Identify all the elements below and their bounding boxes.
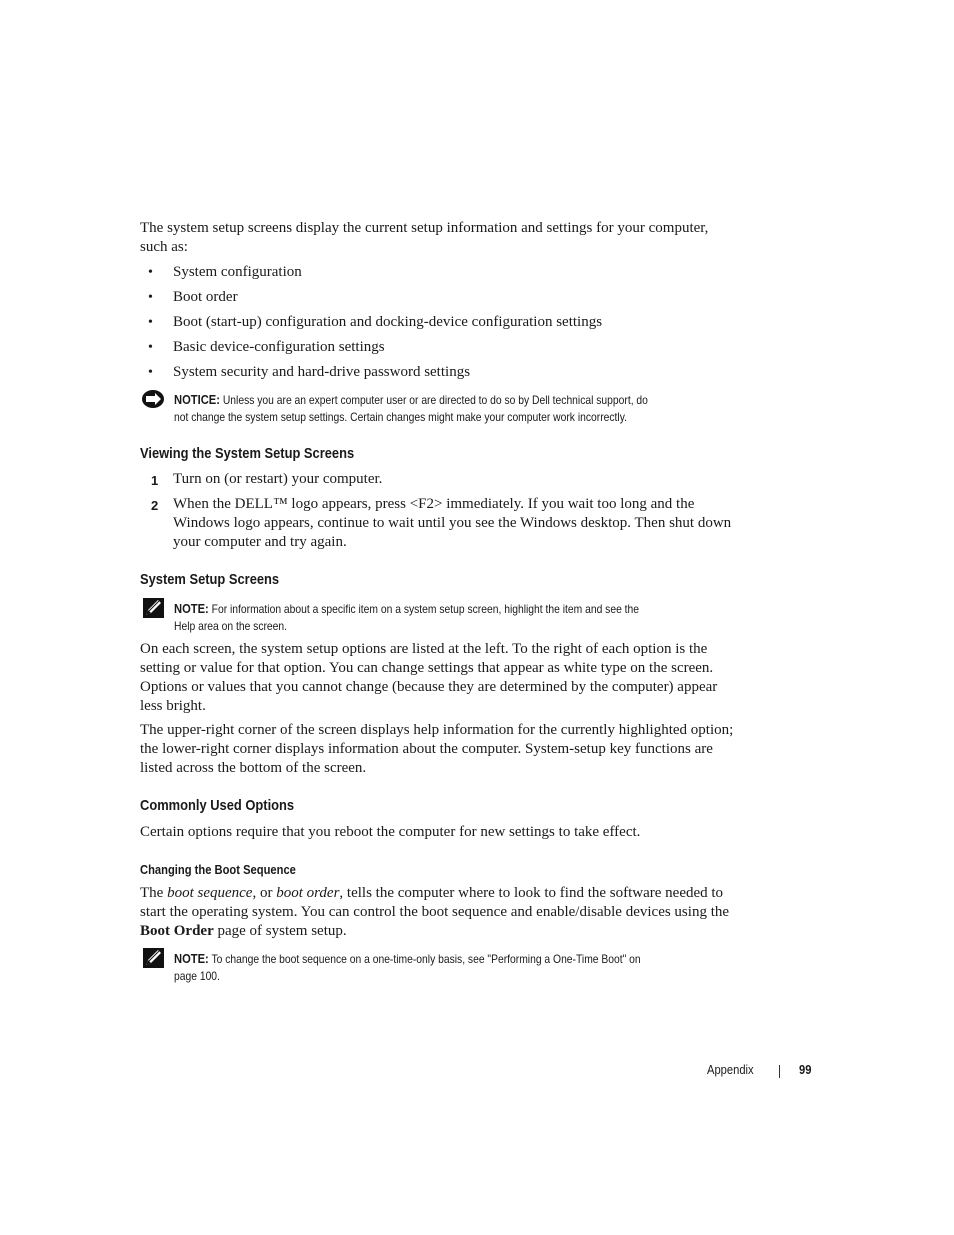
- step-text-line: When the DELL™ logo appears, press <F2> immediately. If you wait too long and the: [173, 496, 695, 512]
- list-item-text: System security and hard-drive password settings: [173, 364, 471, 380]
- section-heading-screens: System Setup Screens: [140, 571, 280, 588]
- paragraph-line: less bright.: [140, 698, 206, 714]
- note-label: NOTE:: [174, 951, 209, 966]
- list-item: [140, 470, 780, 495]
- list-item: [140, 338, 780, 363]
- step-text-line: Windows logo appears, continue to wait until you see the Windows desktop. Then shut down: [173, 515, 732, 531]
- screens-paragraph-1: [140, 640, 717, 716]
- paragraph-line: listed across the bottom of the screen.: [140, 760, 367, 776]
- note-text-line-2: page 100.: [174, 969, 220, 983]
- list-item-text: Basic device-configuration settings: [173, 339, 385, 355]
- note-pencil-icon: [143, 948, 164, 968]
- notice-text-line-2: not change the system setup settings. Certain changes might make your computer work incorrectly.: [174, 410, 627, 424]
- note-text-line-1: To change the boot sequence on a one-time-only basis, see "Performing a One-Time Boot" on: [211, 952, 641, 966]
- paragraph-line: On each screen, the system setup options are listed at the left. To the right of each option is the: [140, 641, 708, 657]
- note-text-line-1: For information about a specific item on a system setup screen, highlight the item and see the: [211, 602, 640, 616]
- section-heading-viewing: Viewing the System Setup Screens: [140, 445, 355, 462]
- list-item: [140, 495, 780, 555]
- step-number: 1: [151, 473, 159, 488]
- notice-box: [174, 391, 774, 426]
- bullet-icon: •: [148, 265, 153, 280]
- list-item: [140, 263, 780, 288]
- text-run: The: [140, 885, 168, 901]
- list-item: [140, 363, 780, 388]
- step-text-line: your computer and try again.: [173, 534, 347, 550]
- footer-divider: [779, 1065, 780, 1078]
- note-box: [174, 950, 774, 985]
- list-item-text: System configuration: [173, 264, 302, 280]
- paragraph-line: Options or values that you cannot change (because they are determined by the computer) appear: [140, 679, 718, 695]
- notice-icon: [141, 389, 165, 409]
- step-text: Turn on (or restart) your computer.: [173, 471, 383, 487]
- footer-section-name: Appendix: [707, 1062, 754, 1077]
- bullet-icon: •: [148, 290, 153, 305]
- notice-label: NOTICE:: [174, 392, 220, 407]
- note-box: [174, 600, 774, 635]
- text-run: page of system setup.: [213, 923, 347, 939]
- bullet-icon: •: [148, 315, 153, 330]
- text-run: , tells the computer where to look to find the software needed to: [339, 885, 724, 901]
- intro-paragraph: [140, 219, 708, 257]
- boot-sequence-paragraph: [140, 884, 729, 941]
- subsection-heading-boot-sequence: Changing the Boot Sequence: [140, 862, 296, 877]
- list-item-text: Boot (start-up) configuration and docking-device configuration settings: [173, 314, 603, 330]
- notice-text-line-1: Unless you are an expert computer user or are directed to do so by Dell technical support, do: [222, 393, 648, 407]
- step-text: [173, 495, 731, 552]
- note-label: NOTE:: [174, 601, 209, 616]
- note-text-line-2: Help area on the screen.: [174, 619, 288, 633]
- term-boot-sequence: boot sequence: [167, 885, 253, 901]
- intro-line-2: such as:: [140, 239, 188, 255]
- list-item-text: Boot order: [173, 289, 238, 305]
- paragraph-line: start the operating system. You can control the boot sequence and enable/disable devices using the: [140, 904, 730, 920]
- intro-line-1: The system setup screens display the current setup information and settings for your computer,: [140, 220, 709, 236]
- note-pencil-icon: [143, 598, 164, 618]
- page-number: 99: [799, 1062, 812, 1077]
- step-number: 2: [151, 498, 159, 513]
- bullet-icon: •: [148, 340, 153, 355]
- common-paragraph: Certain options require that you reboot the computer for new settings to take effect.: [140, 824, 641, 840]
- screens-paragraph-2: [140, 721, 733, 778]
- steps-list: [140, 470, 780, 555]
- paragraph-line: The upper-right corner of the screen displays help information for the currently highlighted option;: [140, 722, 734, 738]
- section-heading-common: Commonly Used Options: [140, 797, 295, 814]
- list-item: [140, 288, 780, 313]
- term-boot-order: boot order: [276, 885, 340, 901]
- bullet-icon: •: [148, 365, 153, 380]
- paragraph-line: setting or value for that option. You can change settings that appear as white type on the screen.: [140, 660, 714, 676]
- list-item: [140, 313, 780, 338]
- paragraph-line: the lower-right corner displays information about the computer. System-setup key functions are: [140, 741, 713, 757]
- text-run: , or: [252, 885, 277, 901]
- feature-list: [140, 263, 780, 388]
- boot-order-page-name: Boot Order: [140, 923, 214, 939]
